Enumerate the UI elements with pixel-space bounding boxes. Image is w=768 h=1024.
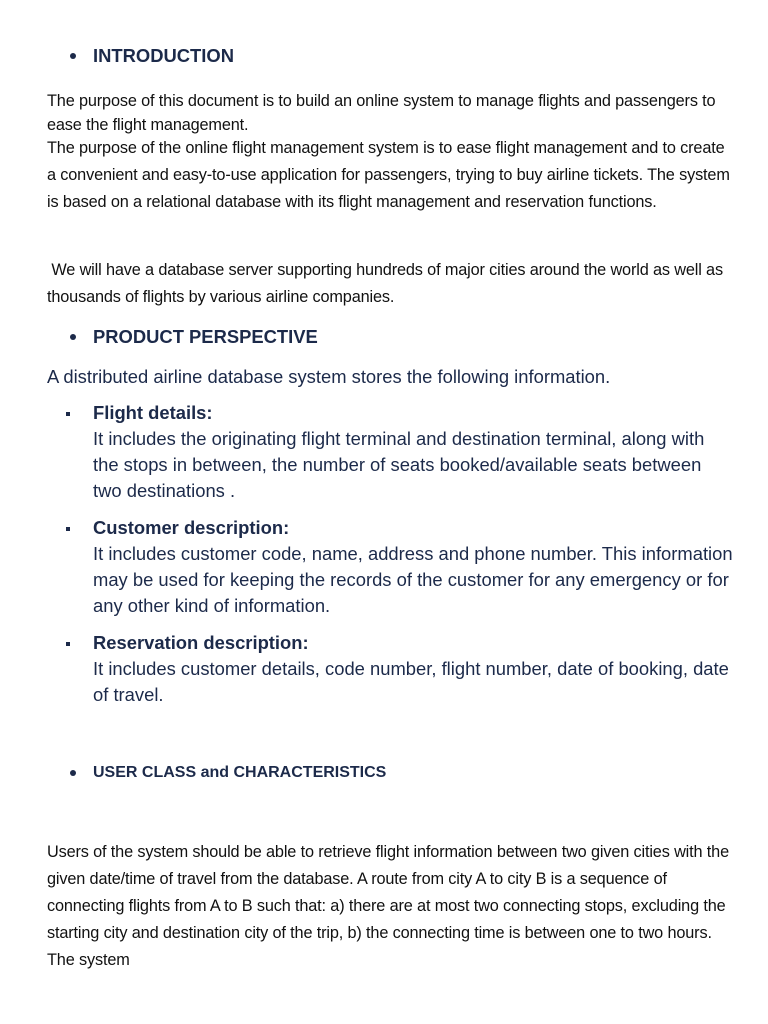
list-item-flight-details: [66, 400, 736, 510]
square-bullet-icon: [66, 527, 70, 531]
product-perspective-lead: A distributed airline database system stores the following information.: [47, 366, 611, 387]
introduction-paragraph-2: The purpose of the online flight management system is to ease flight management and to create a convenient and easy-to-use application for passengers, trying to buy airline tickets. The system is based on a relational database with its flight management and reservation functions.: [47, 139, 730, 211]
bullet-icon: [70, 334, 76, 340]
bullet-icon: [70, 53, 76, 59]
list-item-body: It includes customer details, code number, flight number, date of booking, date of travel.: [93, 658, 729, 705]
user-class-paragraph: Users of the system should be able to retrieve flight information between two given cities with the given date/time of travel from the database. A route from city A to city B is a sequence of connecting flights from A to B such that: a) there are at most two connecting stops, excluding the starting city and destination city of the trip, b) the connecting time is between one to two hours. The system: [47, 843, 729, 969]
list-item-title: Reservation description:: [93, 632, 309, 653]
bullet-icon: [70, 770, 76, 776]
list-item-reservation-description: [66, 630, 736, 714]
list-item-customer-description: [66, 515, 736, 625]
square-bullet-icon: [66, 412, 70, 416]
product-perspective-heading-text: PRODUCT PERSPECTIVE: [93, 326, 318, 347]
square-bullet-icon: [66, 642, 70, 646]
list-item-title: Customer description:: [93, 517, 290, 538]
introduction-paragraph-1: The purpose of this document is to build an online system to manage flights and passengers to ease the flight management.: [47, 92, 716, 134]
list-item-title: Flight details:: [93, 402, 213, 423]
list-item-body: It includes the originating flight terminal and destination terminal, along with the stops in between, the number of seats booked/available seats between two destinations .: [93, 428, 705, 501]
user-class-heading-text: USER CLASS and CHARACTERISTICS: [93, 764, 387, 781]
introduction-heading-text: INTRODUCTION: [93, 45, 234, 66]
list-item-body: It includes customer code, name, address and phone number. This information may be used for keeping the records of the customer for any emergency or for any other kind of information.: [93, 543, 733, 616]
introduction-paragraph-3: We will have a database server supporting hundreds of major cities around the world as well as thousands of flights by various airline companies.: [47, 261, 728, 306]
